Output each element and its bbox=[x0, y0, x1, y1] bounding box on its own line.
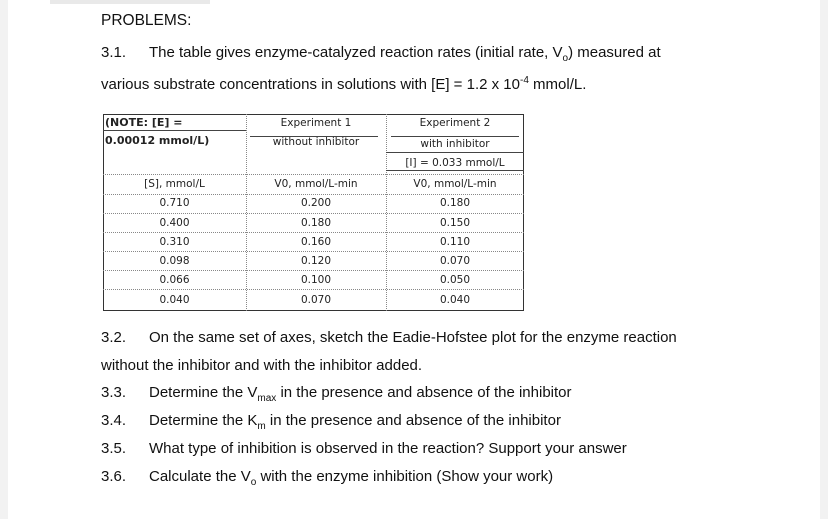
table-cell: 0.100 bbox=[300, 274, 332, 286]
row-divider bbox=[103, 174, 524, 175]
question-3-1-line-1: 3.1. The table gives enzyme-catalyzed reaction rates (initial rate, $V_o$) measured at bbox=[101, 44, 661, 64]
note-divider bbox=[103, 130, 246, 131]
header-rate-exp2: V0, mmol/L-min bbox=[413, 178, 497, 190]
table-cell: 0.180 bbox=[300, 217, 332, 229]
exp2-divider bbox=[386, 152, 524, 153]
question-3-2-line-2: without the inhibitor and with the inhibitor added. bbox=[101, 357, 423, 374]
header-rate-exp1: V0, mmol/L-min bbox=[274, 178, 358, 190]
table-note-line-1: (NOTE: [E] = bbox=[105, 116, 183, 129]
table-cell: 0.110 bbox=[439, 236, 471, 248]
table-cell: 0.710 bbox=[159, 197, 190, 209]
row-divider bbox=[103, 270, 524, 271]
table-note-line-2: 0.00012 mmol/L) bbox=[105, 134, 210, 147]
header-substrate: [S], mmol/L bbox=[144, 178, 205, 190]
page-edge-top bbox=[50, 0, 210, 4]
exp2-subtitle: with inhibitor bbox=[420, 138, 490, 150]
row-divider bbox=[103, 232, 524, 233]
page-edge-left bbox=[0, 0, 8, 519]
table-cell: 0.070 bbox=[439, 255, 471, 267]
data-table bbox=[103, 114, 524, 311]
table-cell: 0.050 bbox=[439, 274, 471, 286]
row-divider bbox=[103, 251, 524, 252]
row-divider bbox=[103, 289, 524, 290]
row-divider bbox=[103, 194, 524, 195]
exp2-title: Experiment 2 bbox=[419, 117, 491, 129]
table-cell: 0.150 bbox=[439, 217, 471, 229]
exp2-divider bbox=[386, 170, 524, 171]
table-cell: 0.120 bbox=[300, 255, 332, 267]
question-3-3: 3.3. Determine the $V_{max}$ in the presence and absence of the inhibitor bbox=[101, 384, 572, 404]
table-cell: 0.066 bbox=[159, 274, 190, 286]
table-cell: 0.310 bbox=[159, 236, 190, 248]
page-edge-right bbox=[820, 0, 828, 519]
table-cell: 0.098 bbox=[159, 255, 190, 267]
exp1-subtitle: without inhibitor bbox=[272, 136, 360, 148]
table-cell: 0.040 bbox=[439, 294, 471, 306]
question-number: 3.1. bbox=[101, 44, 127, 61]
question-3-1-line-2: various substrate concentrations in solutions with [E] = 1.2 x $10^{-4}$ mmol/L. bbox=[101, 75, 587, 93]
question-3-4: 3.4. Determine the $K_m$ in the presence and absence of the inhibitor bbox=[101, 412, 561, 432]
question-3-6: 3.6. Calculate the $V_o$ with the enzyme inhibition (Show your work) bbox=[101, 468, 554, 488]
page-heading: PROBLEMS: bbox=[101, 12, 192, 29]
table-cell: 0.070 bbox=[300, 294, 332, 306]
row-divider bbox=[103, 213, 524, 214]
question-3-5: 3.5. What type of inhibition is observed in the reaction? Support your answer bbox=[101, 440, 627, 457]
exp1-title: Experiment 1 bbox=[280, 117, 352, 129]
exp2-inhibitor-conc: [I] = 0.033 mmol/L bbox=[405, 157, 505, 169]
table-cell: 0.160 bbox=[300, 236, 332, 248]
table-cell: 0.040 bbox=[159, 294, 190, 306]
question-3-2-line-1: 3.2. On the same set of axes, sketch the Eadie-Hofstee plot for the enzyme reaction bbox=[101, 329, 677, 346]
table-cell: 0.200 bbox=[300, 197, 332, 209]
table-cell: 0.180 bbox=[439, 197, 471, 209]
table-cell: 0.400 bbox=[159, 217, 190, 229]
